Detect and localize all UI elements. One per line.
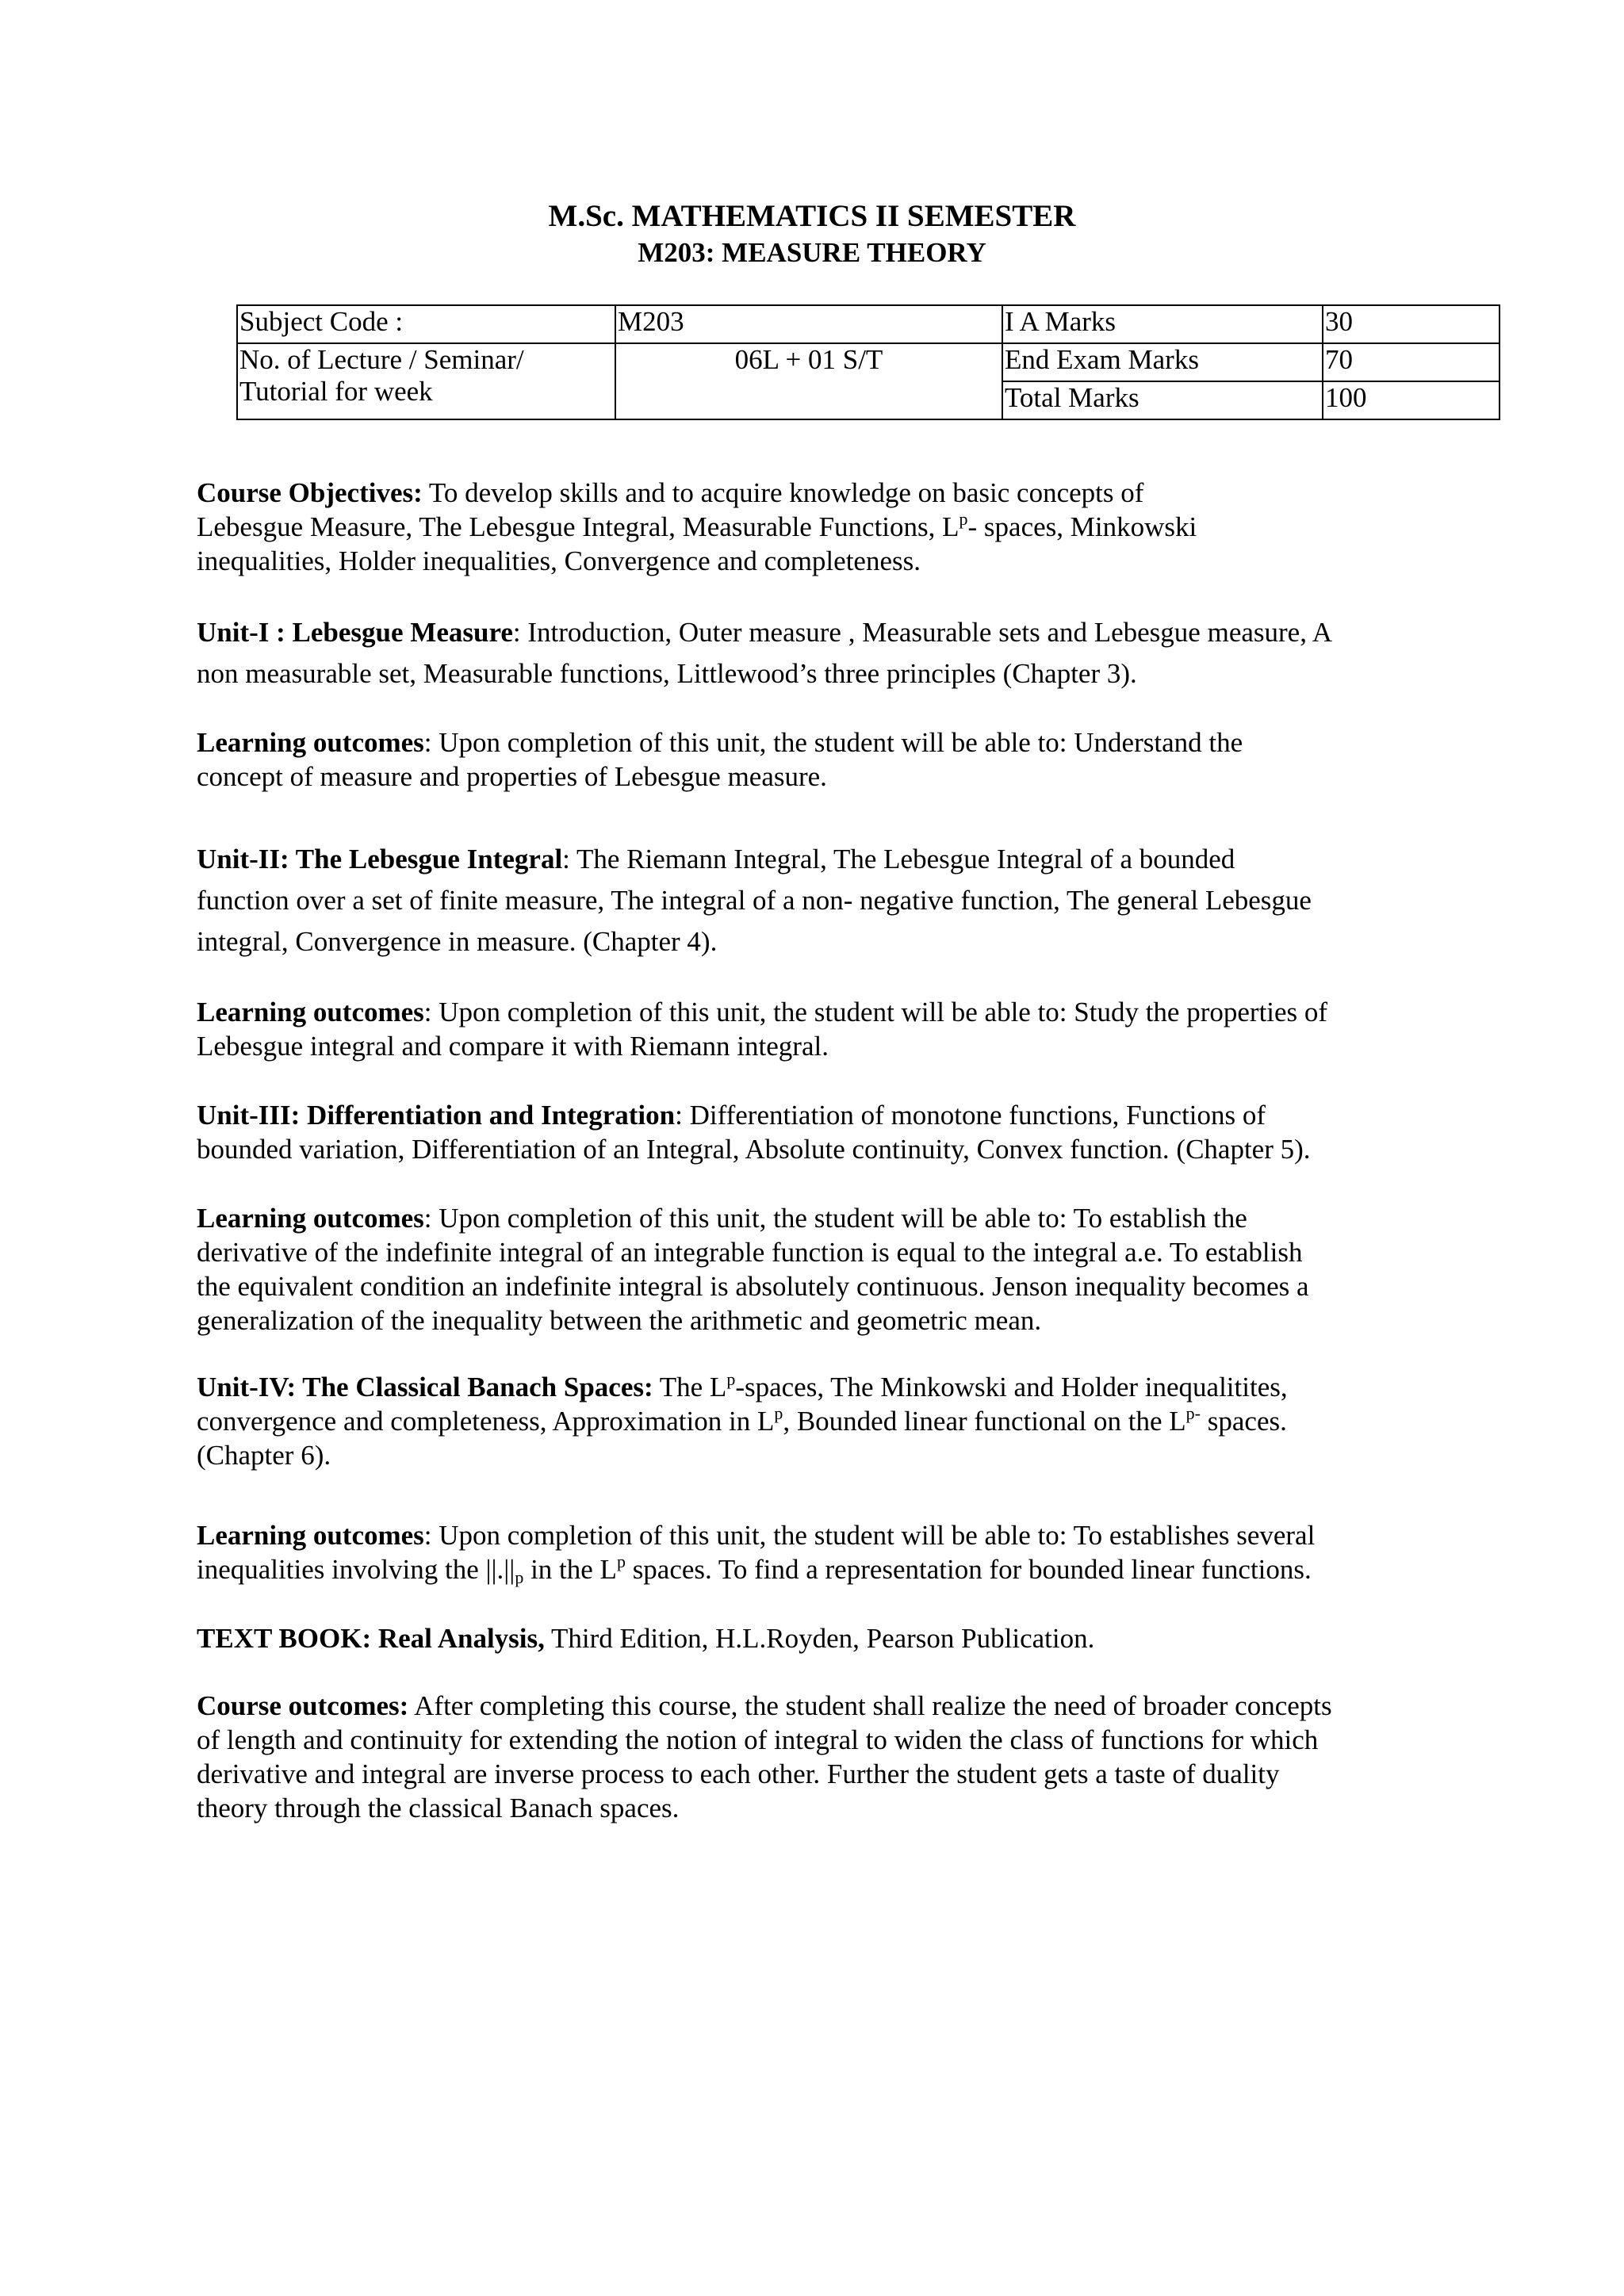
text-line: : Upon completion of this unit, the student will be able to: To establish the: [423, 1203, 1247, 1234]
text-line: Lebesgue integral and compare it with Riemann integral.: [197, 1031, 829, 1062]
lecture-value: 06L + 01 S/T: [615, 343, 1002, 419]
course-objectives-heading: Course Objectives:: [197, 477, 423, 508]
text-line: : Upon completion of this unit, the student will be able to: Understand the: [423, 727, 1243, 758]
text-line: integral, Convergence in measure. (Chapter 4).: [197, 926, 718, 957]
superscript: p: [774, 1403, 783, 1423]
text-line: of length and continuity for extending the notion of integral to widen the class of functions for which: [197, 1724, 1319, 1755]
text-line: convergence and completeness, Approximation in L: [197, 1406, 775, 1437]
end-exam-label: End Exam Marks: [1002, 343, 1323, 381]
text-line: spaces.: [1201, 1406, 1287, 1437]
text-line: the equivalent condition an indefinite integral is absolutely continuous. Jenson inequality becomes a: [197, 1271, 1309, 1302]
text-line: Lebesgue Measure, The Lebesgue Integral, Measurable Functions, L: [197, 511, 959, 542]
superscript: p: [959, 509, 968, 529]
unit-4-heading: Unit-IV: The Classical Banach Spaces:: [197, 1372, 653, 1402]
unit-2: [197, 839, 1465, 962]
learning-outcomes-1: [197, 725, 1465, 794]
course-objectives: [197, 476, 1465, 578]
text-line: function over a set of finite measure, The integral of a non- negative function, The general Lebesgue: [197, 885, 1312, 916]
subscript: p: [515, 1567, 524, 1587]
unit-4: [197, 1370, 1465, 1472]
text-line: : The Riemann Integral, The Lebesgue Integral of a bounded: [562, 844, 1235, 874]
ia-marks-label: I A Marks: [1002, 305, 1323, 343]
outcome-heading: Learning outcomes: [197, 997, 424, 1027]
outcome-heading: Learning outcomes: [197, 1203, 424, 1234]
unit-3-heading: Unit-III: Differentiation and Integration: [197, 1100, 676, 1131]
ia-marks-value: 30: [1323, 305, 1500, 343]
text-line: derivative and integral are inverse process to each other. Further the student gets a taste of duality: [197, 1758, 1280, 1789]
text-book-detail: Third Edition, H.L.Royden, Pearson Publication.: [544, 1623, 1095, 1654]
outcome-heading: Learning outcomes: [197, 727, 424, 758]
text-line: : Introduction, Outer measure , Measurable sets and Lebesgue measure, A: [512, 617, 1333, 648]
text-line: non measurable set, Measurable functions, Littlewood’s three principles (Chapter 3).: [197, 658, 1137, 689]
text-line: bounded variation, Differentiation of an Integral, Absolute continuity, Convex function. (Chapter 5).: [197, 1134, 1311, 1165]
table-row: [237, 343, 1500, 381]
text-line: After completing this course, the student shall realize the need of broader concepts: [408, 1690, 1332, 1721]
text-line: inequalities, Holder inequalities, Convergence and completeness.: [197, 545, 921, 576]
subject-info-table: [236, 304, 1500, 420]
text-line: (Chapter 6).: [197, 1440, 331, 1471]
learning-outcomes-3: [197, 1201, 1465, 1337]
page-title: M.Sc. MATHEMATICS II SEMESTER: [548, 199, 1076, 233]
outcome-heading: Learning outcomes: [197, 1520, 424, 1551]
superscript: p-: [1185, 1403, 1201, 1423]
lecture-label-line1: No. of Lecture / Seminar/: [239, 344, 524, 375]
text-line: generalization of the inequality between the arithmetic and geometric mean.: [197, 1305, 1042, 1336]
text-line: : Upon completion of this unit, the student will be able to: Study the properties of: [423, 997, 1328, 1027]
total-marks-value: 100: [1323, 381, 1500, 419]
text-line: inequalities involving the ||.||: [197, 1554, 515, 1585]
text-line: : Differentiation of monotone functions, Functions of: [675, 1100, 1266, 1131]
unit-3: [197, 1098, 1465, 1166]
text-line: - spaces, Minkowski: [967, 511, 1197, 542]
text-line: , Bounded linear functional on the L: [783, 1406, 1186, 1437]
course-outcomes-heading: Course outcomes:: [197, 1690, 409, 1721]
text-line: spaces. To find a representation for bounded linear functions.: [625, 1554, 1312, 1585]
subject-code-value: M203: [615, 305, 1002, 343]
text-line: The L: [653, 1372, 727, 1402]
learning-outcomes-4: [197, 1518, 1465, 1586]
subject-code-label: Subject Code :: [237, 305, 615, 343]
lecture-label-cell: [237, 343, 615, 419]
text-line: To develop skills and to acquire knowledge on basic concepts of: [428, 477, 1144, 508]
page-subtitle: M203: MEASURE THEORY: [638, 237, 986, 268]
learning-outcomes-2: [197, 995, 1465, 1063]
text-line: concept of measure and properties of Lebesgue measure.: [197, 761, 827, 792]
superscript: p: [726, 1369, 736, 1389]
text-book: [197, 1621, 1465, 1655]
unit-1-heading: Unit-I : Lebesgue Measure: [197, 617, 513, 648]
text-line: derivative of the indefinite integral of an integrable function is equal to the integral a.e. To establish: [197, 1237, 1303, 1268]
text-line: : Upon completion of this unit, the student will be able to: To establishes several: [423, 1520, 1316, 1551]
superscript: p: [616, 1552, 626, 1571]
total-marks-label: Total Marks: [1002, 381, 1323, 419]
unit-1: [197, 612, 1465, 695]
course-outcomes: [197, 1689, 1465, 1825]
text-line: theory through the classical Banach spaces.: [197, 1793, 680, 1823]
text-book-label: TEXT BOOK: Real Analysis,: [197, 1623, 545, 1654]
text-line: in the L: [523, 1554, 617, 1585]
end-exam-value: 70: [1323, 343, 1500, 381]
unit-2-heading: Unit-II: The Lebesgue Integral: [197, 844, 563, 874]
text-line: -spaces, The Minkowski and Holder inequalitites,: [735, 1372, 1288, 1402]
lecture-label-line2: Tutorial for week: [239, 376, 433, 407]
table-row: [237, 305, 1500, 343]
